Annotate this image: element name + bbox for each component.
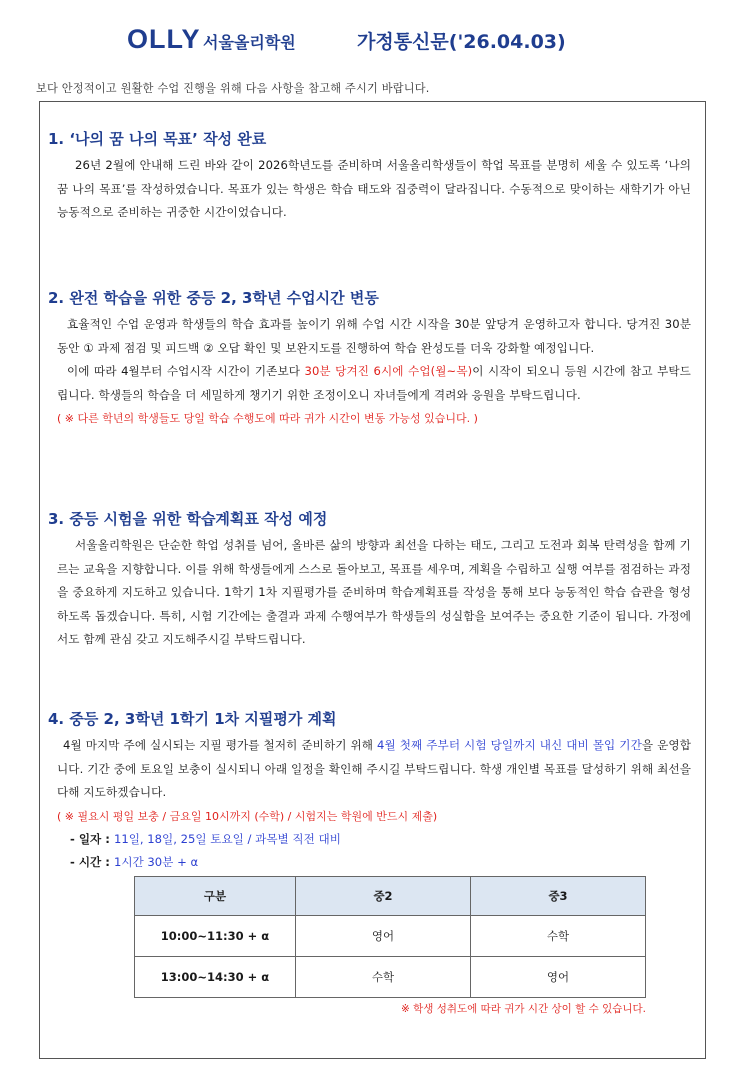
section-4-title: 4. 중등 2, 3학년 1학기 1차 지필평가 계획 (48, 710, 337, 728)
section-2-title: 2. 완전 학습을 위한 중등 2, 3학년 수업시간 변동 (48, 289, 379, 307)
section-1 (48, 128, 691, 225)
section-2 (48, 287, 691, 430)
header (0, 22, 743, 62)
section-2-body-1: 효율적인 수업 운영과 학생들의 학습 효과를 높이기 위해 수업 시간 시작을 30분 앞당겨 운영하고자 합니다. 당겨진 30분 동안 ① 과제 점검 및 피드백 ② 오답 확인 및 보완지도를 진행하여 학습 완성도를 더욱 강화할 예정입니다. (57, 317, 691, 355)
section-3-title: 3. 중등 시험을 위한 학습계획표 작성 예정 (48, 510, 328, 528)
header-grade-2: 중2 (296, 877, 471, 916)
row-1-grade-3: 수학 (471, 916, 646, 957)
row-2-time: 13:00~14:30 + α (135, 957, 296, 998)
section-4-body (57, 734, 691, 805)
section-3-body: 서울올리학원은 단순한 학업 성취를 넘어, 올바른 삶의 방향과 최선을 다하는 태도, 그리고 도전과 회복 탄력성을 함께 기르는 교육을 지향합니다. 이를 위해 학생들에게 스스로 돌아보고, 목표를 세우며, 계획을 수립하고 실행 여부를 점검하는 과정을 중요하게 지도하고 있습니다. 1학기 1차 지필평가를 준비하며 학습계획표를 작성을 통해 보다 능동적인 학습 습관을 형성하도록 돕겠습니다. 특히, 시험 기간에는 출결과 과제 수행여부가 학생들의 성실함을 보여주는 중요한 기준이 됩니다. 가정에서도 함께 관심 갖고 지도해주시길 부탁드립니다. (57, 538, 691, 647)
row-2-grade-2: 수학 (296, 957, 471, 998)
body-2-pre: 이에 따라 4월부터 수업시작 시간이 기존보다 (67, 364, 305, 379)
body-4-post: 을 운영합니다. 기간 중에 토요일 보충이 실시되니 아래 일정을 확인해 주시길 부탁드립니다. 학생 개인별 목표를 달성하기 위해 최선을 다해 지도하겠습니다. (57, 738, 691, 800)
academy-name: 서울올리학원 (203, 33, 296, 52)
exam-period-highlight: 4월 첫째 주부터 시험 당일까지 내신 대비 몰입 기간 (377, 738, 642, 752)
row-1-time: 10:00~11:30 + α (135, 916, 296, 957)
time-value: 1시간 30분 + α (113, 855, 199, 870)
time-line (70, 851, 691, 875)
date-line (70, 828, 691, 852)
time-label: - 시간 : (70, 855, 114, 870)
schedule-table (134, 876, 646, 998)
intro-text: 보다 안정적이고 원활한 수업 진행을 위해 다음 사항을 참고해 주시기 바랍니다. (36, 82, 430, 95)
date-label: - 일자 : (70, 831, 114, 846)
section-1-body: 26년 2월에 안내해 드린 바와 같이 2026학년도를 준비하며 서울올리학생들이 학업 목표를 분명히 세울 수 있도록 ‘나의 꿈 나의 목표’를 작성하였습니다. 목표가 있는 학생은 학습 태도와 집중력이 달라집니다. 수동적으로 맞이하는 새학기가 아닌 능동적으로 준비하는 귀중한 시간이었습니다. (57, 158, 691, 220)
table-note: ※ 학생 성취도에 따라 귀가 시간 상이 할 수 있습니다. (400, 1003, 646, 1015)
olly-logo: OLLY (127, 24, 201, 54)
table-row (135, 916, 646, 957)
table-header-row (135, 877, 646, 916)
section-2-note: ( ※ 다른 학년의 학생들도 당일 학습 수행도에 따라 귀가 시간이 변동 가능성 있습니다. ) (57, 412, 478, 426)
page-title: 가정통신문('26.04.03) (357, 31, 566, 53)
section-1-title: 1. ‘나의 꿈 나의 목표’ 작성 완료 (48, 130, 267, 148)
table-row (135, 957, 646, 998)
section-4 (48, 708, 691, 875)
date-value: 11일, 18일, 25일 토요일 / 과목별 직전 대비 (113, 831, 341, 846)
section-4-note: ( ※ 필요시 평일 보충 / 금요일 10시까지 (수학) / 시험지는 학원에 반드시 제출) (57, 809, 438, 823)
section-3 (48, 508, 691, 652)
class-time-highlight: 30분 당겨진 6시에 수업(월~목) (304, 364, 473, 379)
body-2-post: 이 시작이 되오니 등원 시간에 참고 부탁드립니다. 학생들의 학습을 더 세밀하게 챙기기 위한 조정이오니 자녀들에게 격려와 응원을 부탁드립니다. (57, 364, 691, 402)
header-category: 구분 (135, 877, 296, 916)
row-1-grade-2: 영어 (296, 916, 471, 957)
row-2-grade-3: 영어 (471, 957, 646, 998)
header-grade-3: 중3 (471, 877, 646, 916)
body-4-pre: 4월 마지막 주에 실시되는 지필 평가를 철저히 준비하기 위해 (63, 738, 377, 752)
section-2-body-2 (57, 360, 691, 407)
